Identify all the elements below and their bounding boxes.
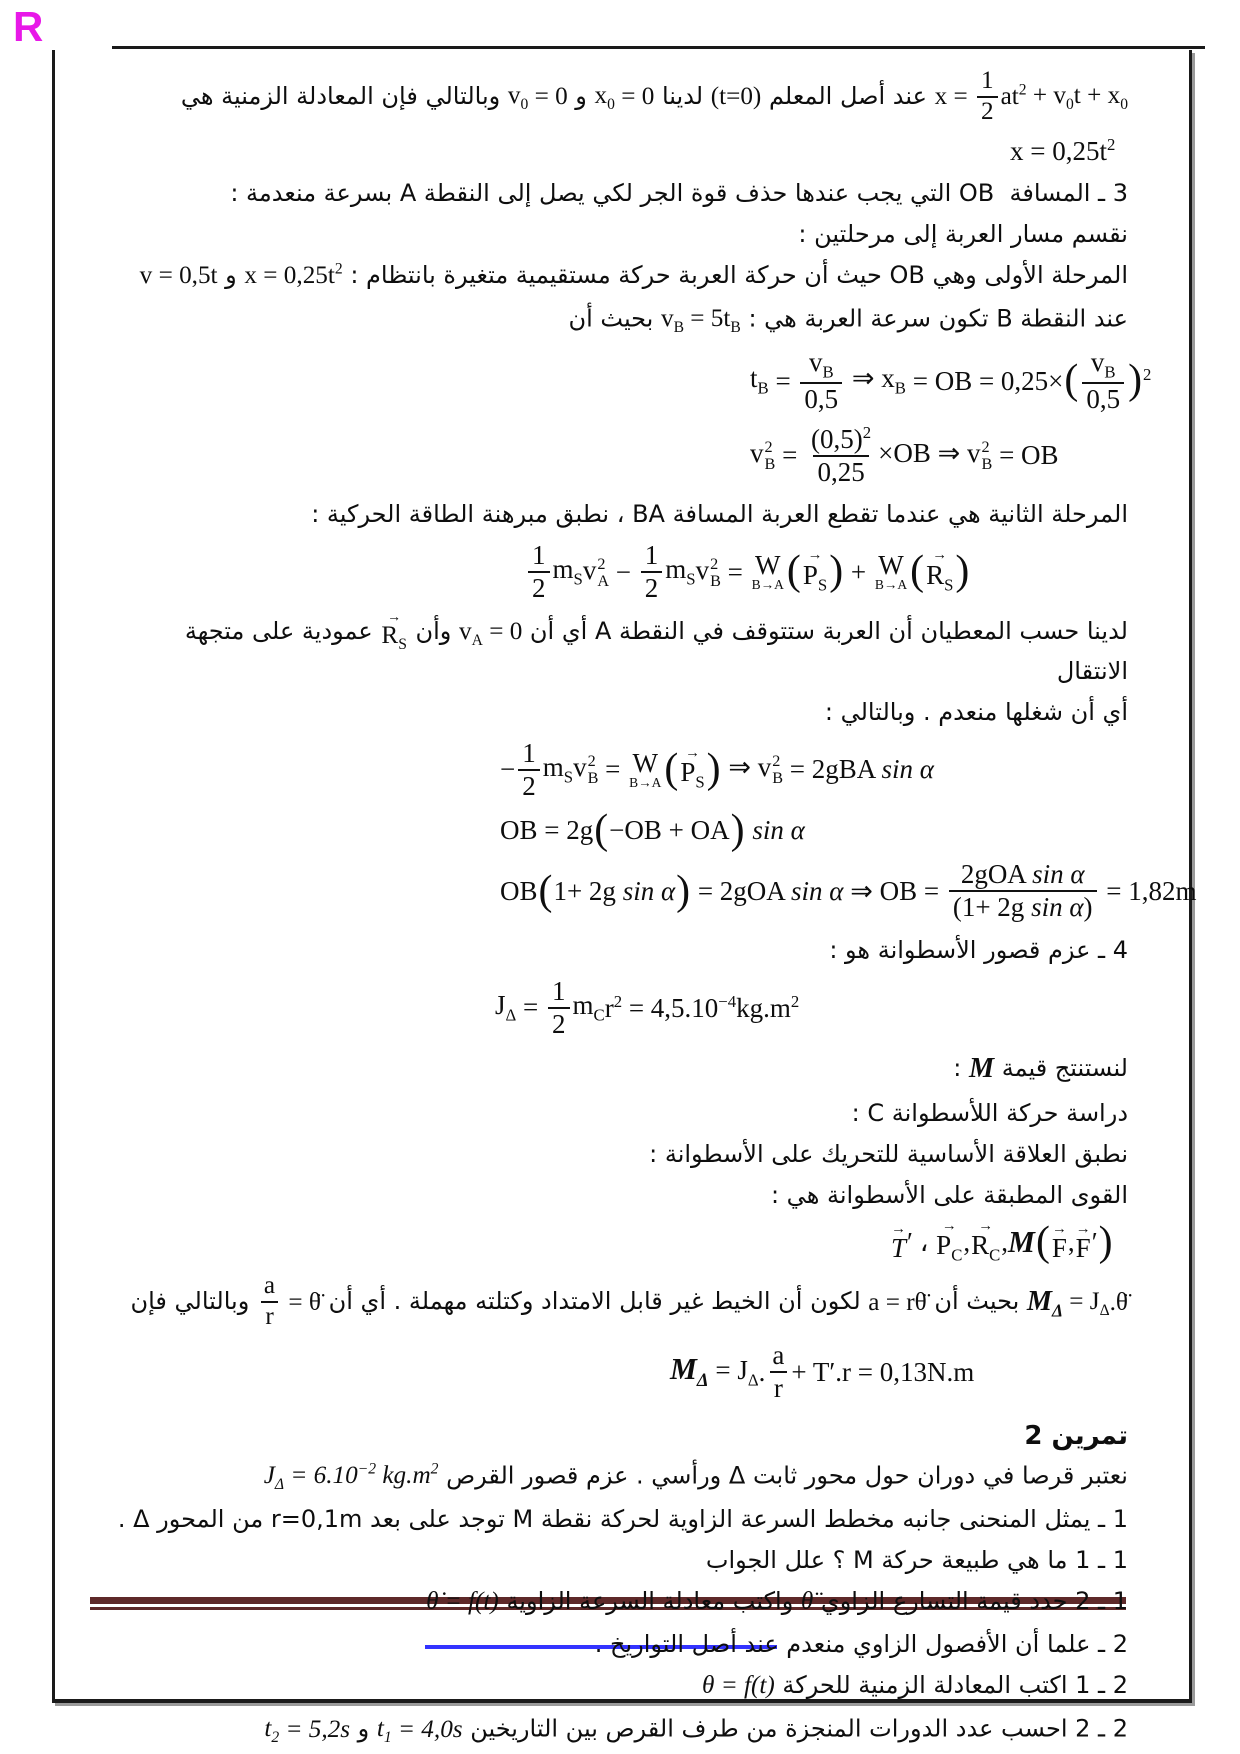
fraction: a r xyxy=(768,1340,788,1404)
paragraph xyxy=(110,175,1128,211)
paragraph xyxy=(110,1542,1128,1578)
paragraph xyxy=(110,1501,1128,1537)
display-equation xyxy=(110,806,1128,853)
fraction: $\frac{1}{2}$ xyxy=(518,738,540,802)
paragraph xyxy=(110,216,1128,252)
inline-math: $t_1$ = 4,0s xyxy=(376,1714,463,1746)
arabic-text: 1 ـ يمثل المنحنى جانبه مخطط السرعة الزاوية لحركة نقطة M توجد على بعد r=0,1m من المحور Δ . xyxy=(117,1504,1128,1533)
paragraph xyxy=(110,1710,1128,1749)
inline-math: x = $\frac{1}{2}$ $at^2$ + $v_0$ $t + x_0$ xyxy=(934,67,1128,125)
vector-symbol: → $P_C$ xyxy=(936,1217,963,1265)
inline-math: $\frac{a}{r}$ = θ̈ xyxy=(257,1272,321,1332)
paragraph xyxy=(110,1667,1128,1705)
paragraph xyxy=(110,1095,1128,1131)
arabic-text: أي أن شغلها منعدم . وبالتالي : xyxy=(824,697,1128,726)
inline-math: $J_\Delta$ = $6.10^{-2}$ $kg.m^2$ xyxy=(263,1460,439,1493)
arabic-text: لنستنتج قيمة xyxy=(994,1053,1128,1082)
paragraph xyxy=(110,1583,1128,1621)
vector-symbol: → F xyxy=(1075,1220,1091,1263)
vector-symbol: → $R_S$ xyxy=(381,609,407,653)
arabic-text: لكون أن الخيط غير قابل الامتداد وكتلته مهملة . أي أن xyxy=(320,1287,869,1316)
paragraph xyxy=(110,1136,1128,1172)
inline-math: v = 0,5t xyxy=(139,262,218,290)
display-equation xyxy=(110,347,1152,415)
paragraph xyxy=(110,1048,1128,1090)
math-expression: OB = 2g ( −OB + OA ) sin α xyxy=(500,806,805,853)
vector-symbol: → $P_S$ xyxy=(680,744,705,792)
arabic-text: نقسم مسار العربة إلى مرحلتين : xyxy=(798,219,1128,248)
arabic-text: و xyxy=(350,1714,377,1743)
arabic-text: نطبق العلاقة الأساسية للتحريك على الأسطوانة : xyxy=(649,1139,1128,1168)
arabic-text: بحيث أن xyxy=(926,1287,1027,1316)
math-expression: OB ( 1+ 2g sin α ) = 2gOA sin α ⇒ OB = 2gOA sin α (1+ 2g sin α) = 1,82m xyxy=(500,859,1197,923)
fraction: 1 2 xyxy=(528,540,550,604)
inline-math: θ̈ xyxy=(800,1588,814,1616)
fraction: $\frac{v_B}{0,5}$ xyxy=(800,347,842,415)
arabic-text: لدينا xyxy=(654,81,711,110)
arabic-text: 2 ـ 1 اكتب المعادلة الزمنية للحركة xyxy=(774,1670,1128,1699)
paragraph xyxy=(110,932,1128,968)
work-underscript: W B→A xyxy=(629,747,662,790)
arabic-text: المرحلة الثانية هي عندما تقطع العربة المسافة BA ، نطبق مبرهنة الطاقة الحركية : xyxy=(311,500,1128,529)
fraction: $\frac{1}{2}$ xyxy=(548,976,570,1040)
fraction: $\frac{1}{2}$ xyxy=(977,67,998,127)
math-expression: $x = 0,25t^2$ xyxy=(1010,134,1116,166)
display-equation xyxy=(110,859,1197,923)
arabic-text: نعتبر قرصا في دوران حول محور ثابت Δ ورأسي . عزم قصور القرص xyxy=(438,1461,1128,1490)
inline-math: θ̇ = f(t) xyxy=(426,1588,499,1616)
script-M: $M_\Delta$ xyxy=(670,1352,709,1392)
arabic-text: تمرين 2 xyxy=(1024,1420,1128,1451)
display-equation xyxy=(110,1217,1128,1265)
arabic-text: 3 ـ المسافة OB التي يجب عندها حذف قوة الجر لكي يصل إلى النقطة A بسرعة منعدمة : xyxy=(230,178,1128,207)
inline-math: a = rθ̈ xyxy=(868,1288,927,1316)
arabic-text: عند النقطة B تكون سرعة العربة هي : xyxy=(740,304,1128,333)
work-underscript: W B→A xyxy=(874,550,908,593)
doc-content xyxy=(110,62,1197,1754)
display-equation xyxy=(110,423,1128,488)
inline-math: $M_\Delta$ = $J_\Delta$ .θ̈ xyxy=(1027,1281,1128,1324)
inline-math: $v_0$ = 0 xyxy=(507,82,568,114)
vector-symbol: → $R_S$ xyxy=(926,547,954,595)
inline-math: $v_B$ = $5t_B$ xyxy=(660,304,741,336)
inline-math: $x = 0,25t^2$ xyxy=(244,260,343,290)
paragraph xyxy=(110,257,1128,295)
math-expression: $t_B$ = $\frac{v_B}{0,5}$ ⇒ $x_B$ = OB = 0,25× ( $v_B$ 0,5 ) $^2$ xyxy=(750,347,1152,414)
display-equation xyxy=(110,1340,1128,1404)
arabic-text: و xyxy=(217,260,245,289)
vector-symbol: → T xyxy=(891,1220,907,1263)
display-equation xyxy=(110,135,1128,167)
arabic-text: لدينا حسب المعطيان أن العربة ستتوقف في النقطة A أي أن xyxy=(522,617,1128,646)
script-M: M xyxy=(1008,1225,1035,1260)
paragraph xyxy=(110,609,1128,688)
inline-math xyxy=(969,1048,994,1090)
paragraph xyxy=(110,300,1128,339)
arabic-text: 2 ـ 2 احسب عدد الدورات المنجزة من طرف القرص بين التاريخين xyxy=(462,1714,1128,1743)
paragraph xyxy=(110,496,1128,532)
script-M: M xyxy=(969,1052,995,1084)
fraction: $v_B$ 0,5 xyxy=(1082,347,1124,415)
arabic-text: بحيث أن xyxy=(568,304,661,333)
arabic-text: دراسة حركة اللأسطوانة C : xyxy=(851,1098,1128,1127)
vector-symbol: → $R_C$ xyxy=(971,1217,1001,1265)
arabic-text: 1 ـ 2 حدد قيمة التسارع الزاوي xyxy=(813,1586,1128,1615)
inline-math xyxy=(380,609,408,653)
arabic-text: المرحلة الأولى وهي OB حيث أن حركة العربة حركة مستقيمية متغيرة بانتظام : xyxy=(342,260,1128,289)
display-equation xyxy=(110,976,1128,1040)
paragraph xyxy=(110,1457,1128,1496)
inline-math: $v_A$ = 0 xyxy=(459,617,523,649)
arabic-text: القوى المطبقة على الأسطوانة هي : xyxy=(770,1180,1128,1209)
script-M: $M_\Delta$ xyxy=(1026,1285,1063,1321)
fraction: 2gOA sin α (1+ 2g sin α) xyxy=(949,859,1097,923)
arabic-text: و xyxy=(567,81,595,110)
math-expression: $J_\Delta$ = $\frac{1}{2}$ $m_C$ $r^2$ = $4,5.10^{-4}$ $kg.m^2$ xyxy=(495,975,800,1039)
display-equation xyxy=(110,540,1128,604)
paragraph xyxy=(110,67,1128,127)
math-expression: v 2 B = $\frac{(0,5)^2}{0,25}$ ×OB ⇒ v 2 B = OB xyxy=(750,422,1059,488)
vector-symbol: → $P_S$ xyxy=(802,547,828,595)
inline-math: θ = f(t) xyxy=(702,1671,775,1699)
arabic-text: وأن xyxy=(407,617,460,646)
inline-math: (t=0) xyxy=(710,83,762,111)
fraction: $\frac{a}{r}$ xyxy=(260,1272,279,1332)
math-expression: 1 2 $m_S$ v 2 A − $\frac{1}{2}$ $m_S$ v 2 B = W B→A ( → $P_S$ ) + W B→A ( → $R_S$ ) xyxy=(525,540,970,604)
arabic-text: وبالتالي فإن المعادلة الزمنية هي xyxy=(180,81,508,110)
work-underscript: W B→A xyxy=(751,550,784,593)
arabic-text: 1 ـ 1 ما هي طبيعة حركة M ؟ علل الجواب xyxy=(705,1545,1128,1574)
inline-math: $t_2$ = 5,2s xyxy=(264,1714,351,1746)
math-expression: − $\frac{1}{2}$ $m_S$ v 2 B = W B→A ( → $P_S$ ) ⇒ v 2 B = 2gBA sin α xyxy=(500,737,934,801)
header-rule xyxy=(112,46,1205,49)
inline-math: $x_0$ = 0 xyxy=(594,82,655,114)
arabic-text: عند أصل المعلم xyxy=(761,81,935,110)
arabic-text: : xyxy=(953,1053,969,1082)
arabic-text: عمودية على متجهة الانتقال xyxy=(177,617,1128,685)
arabic-text: وبالتالي فإن xyxy=(130,1287,257,1316)
display-equation xyxy=(110,738,1128,802)
vector-symbol: → F xyxy=(1051,1220,1067,1263)
paragraph xyxy=(110,1626,1128,1662)
logo-r: R xyxy=(13,3,44,50)
fraction: $\frac{(0,5)^2}{0,25}$ xyxy=(811,422,872,488)
arabic-text: 4 ـ عزم قصور الأسطوانة هو : xyxy=(829,935,1128,964)
math-expression: → T ′ ، → $P_C$ , → $R_C$ , M ( → F , → F ′ ) xyxy=(891,1217,1113,1265)
arabic-text: واكتب معادلة السرعة الزاوية xyxy=(498,1586,801,1615)
exercise-heading xyxy=(110,1421,1128,1451)
paragraph xyxy=(110,694,1128,730)
paragraph xyxy=(110,1272,1128,1332)
math-expression: $M_\Delta$ = $J_\Delta$ . a r + T′.r = 0,13N.m xyxy=(670,1340,975,1404)
paragraph xyxy=(110,1177,1128,1213)
arabic-text: 2 ـ علما أن الأفصول الزاوي منعدم عند أصل التواريخ . xyxy=(594,1629,1128,1658)
fraction: $\frac{1}{2}$ xyxy=(641,540,663,604)
